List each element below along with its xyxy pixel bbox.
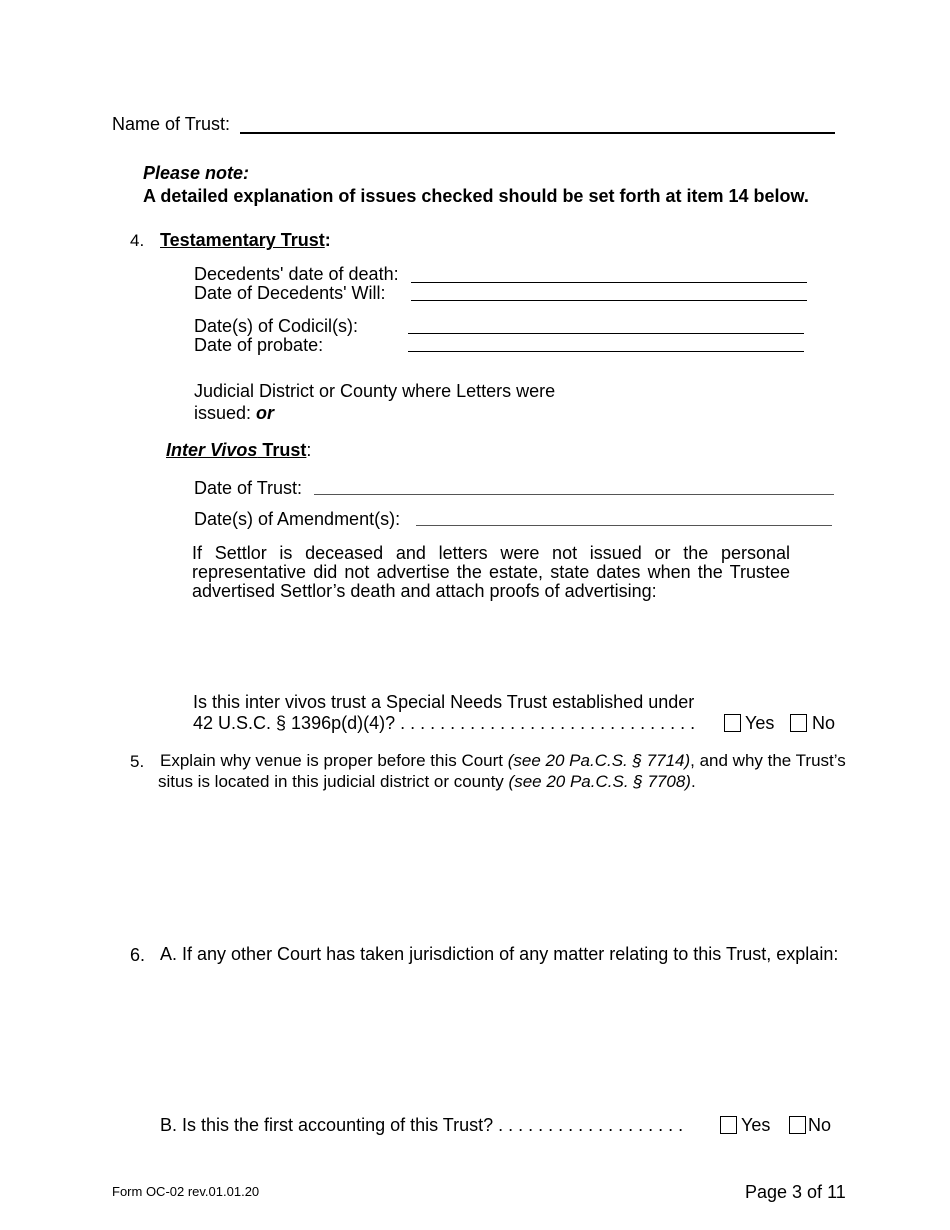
item-5-line1: Explain why venue is proper before this Court (see 20 Pa.C.S. § 7714), and why the Trust’s (160, 751, 846, 770)
special-needs-yes-checkbox[interactable] (724, 714, 741, 732)
first-accounting-no-checkbox[interactable] (789, 1116, 806, 1134)
date-of-trust-label: Date of Trust: (194, 478, 303, 498)
special-needs-no-checkbox[interactable] (790, 714, 807, 732)
special-needs-no-option: No (790, 713, 835, 734)
item-5-number: 5. (130, 752, 145, 771)
special-needs-question-line2: 42 U.S.C. § 1396p(d)(4)? . . . . . . . . . . . . . . . . . . . . . . . . . . . . . . (193, 713, 696, 733)
form-id: Form OC-02 rev.01.01.20 (112, 1184, 260, 1199)
note-heading: Please note: (143, 163, 250, 183)
decedent-will-input[interactable] (411, 300, 807, 301)
page-number: Page 3 of 11 (745, 1182, 846, 1202)
inter-vivos-heading: Inter Vivos Trust: (166, 440, 312, 460)
probate-input[interactable] (408, 351, 804, 352)
letters-label-line1: Judicial District or County where Letters were (194, 381, 556, 401)
special-needs-yes-option: Yes (724, 713, 774, 734)
decedent-death-label: Decedents' date of death: (194, 264, 399, 284)
amendments-input[interactable] (416, 525, 832, 526)
first-accounting-yes-checkbox[interactable] (720, 1116, 737, 1134)
decedent-death-input[interactable] (411, 282, 807, 283)
item-6a-text: A. If any other Court has taken jurisdiction of any matter relating to this Trust, explain: (160, 944, 839, 964)
settlor-deceased-text: If Settlor is deceased and letters were not issued or the personal representative did not advertise the estate, state dates when the Trustee advertised Settlor’s death and attach proofs of advertising: (192, 543, 790, 601)
item-4-number: 4. (130, 231, 145, 250)
date-of-trust-input[interactable] (314, 494, 834, 495)
item-6-number: 6. (130, 945, 146, 965)
amendments-label: Date(s) of Amendment(s): (194, 509, 401, 529)
item-4-heading: Testamentary Trust: (160, 230, 331, 250)
note-body: A detailed explanation of issues checked should be set forth at item 14 below. (143, 186, 809, 206)
decedent-will-label: Date of Decedents' Will: (194, 283, 386, 303)
item-5-line2: situs is located in this judicial district or county (see 20 Pa.C.S. § 7708). (158, 772, 696, 791)
codicil-label: Date(s) of Codicil(s): (194, 316, 359, 336)
name-of-trust-input[interactable] (240, 132, 835, 134)
name-of-trust-label: Name of Trust: (112, 114, 231, 134)
probate-label: Date of probate: (194, 335, 324, 355)
testamentary-trust-heading: Testamentary Trust (160, 230, 325, 250)
codicil-input[interactable] (408, 333, 804, 334)
first-accounting-yes-option: Yes (720, 1115, 770, 1136)
item-6b-text: B. Is this the first accounting of this Trust? . . . . . . . . . . . . . . . . . . . (160, 1115, 684, 1135)
special-needs-question-line1: Is this inter vivos trust a Special Needs Trust established under (193, 692, 695, 712)
or-label: or (256, 403, 275, 423)
first-accounting-no-option: No (789, 1115, 831, 1136)
letters-label-line2: issued: or (194, 403, 275, 423)
